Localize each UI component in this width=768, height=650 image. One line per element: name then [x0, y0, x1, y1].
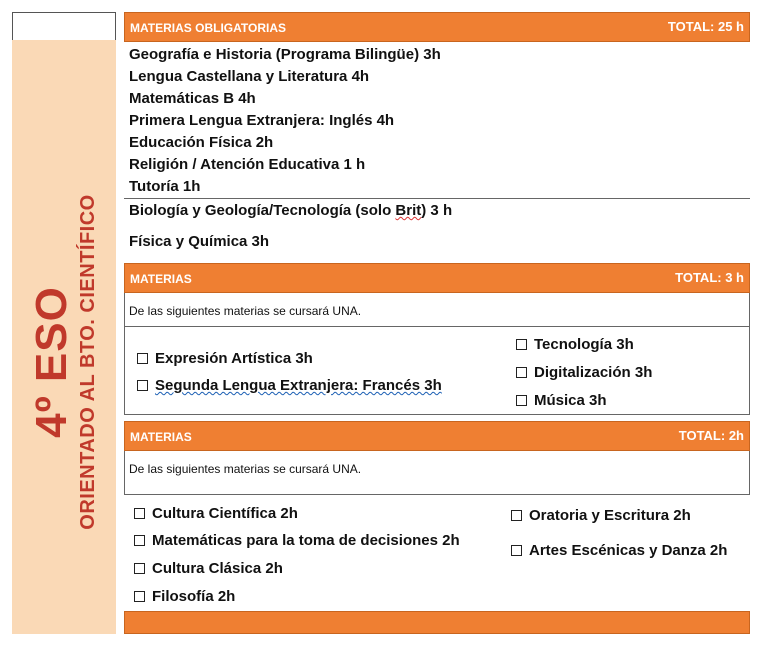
checkbox-icon[interactable]	[516, 339, 527, 350]
subject-educacion-fisica: Educación Física 2h	[129, 134, 274, 151]
subject-matematicas: Matemáticas B 4h	[129, 90, 256, 107]
checkbox-icon[interactable]	[511, 510, 522, 521]
checkbox-icon[interactable]	[511, 545, 522, 556]
elective-2-header	[124, 421, 750, 451]
checkbox-icon[interactable]	[134, 535, 145, 546]
option-filosofia[interactable]: Filosofía 2h	[134, 588, 235, 605]
course-title: 4º ESO	[27, 286, 76, 438]
option-frances[interactable]: Segunda Lengua Extranjera: Francés 3h	[137, 377, 442, 394]
border-right	[749, 293, 750, 415]
option-matematicas-decisiones[interactable]: Matemáticas para la toma de decisiones 2h	[134, 532, 460, 549]
checkbox-icon[interactable]	[134, 508, 145, 519]
elective-1-header-total: TOTAL: 3 h	[675, 270, 744, 285]
option-musica[interactable]: Música 3h	[516, 392, 607, 409]
checkbox-icon[interactable]	[137, 353, 148, 364]
checkbox-icon[interactable]	[134, 563, 145, 574]
sidebar-label	[28, 194, 100, 529]
subject-tutoria: Tutoría 1h	[129, 178, 201, 195]
divider	[124, 326, 750, 327]
divider	[124, 414, 750, 415]
border-right	[749, 451, 750, 495]
checkbox-icon[interactable]	[137, 380, 148, 391]
border-left	[124, 451, 125, 495]
course-subtitle: ORIENTADO AL BTO. CIENTÍFICO	[77, 194, 99, 530]
checkbox-icon[interactable]	[516, 367, 527, 378]
checkbox-icon[interactable]	[134, 591, 145, 602]
subject-religion: Religión / Atención Educativa 1 h	[129, 156, 366, 173]
option-tecnologia[interactable]: Tecnología 3h	[516, 336, 634, 353]
option-digitalizacion[interactable]: Digitalización 3h	[516, 364, 652, 381]
option-cultura-cientifica[interactable]: Cultura Científica 2h	[134, 505, 298, 522]
elective-2-note: De las siguientes materias se cursará UNA.	[129, 462, 362, 476]
mandatory-header-label: MATERIAS OBLIGATORIAS	[130, 21, 286, 35]
border-left	[124, 293, 125, 415]
subject-ingles: Primera Lengua Extranjera: Inglés 4h	[129, 112, 395, 129]
divider	[124, 198, 750, 199]
brit-spellcheck-word: Brit	[395, 202, 422, 219]
subject-geografia: Geografía e Historia (Programa Bilingüe) 3h	[129, 46, 441, 63]
subject-biologia-tecnologia: Biología y Geología/Tecnología (solo Brit) 3 h	[129, 202, 453, 219]
option-cultura-clasica[interactable]: Cultura Clásica 2h	[134, 560, 283, 577]
sidebar-header-cell	[12, 12, 116, 40]
divider	[124, 494, 750, 495]
elective-1-note: De las siguientes materias se cursará UNA.	[129, 304, 362, 318]
elective-1-header-label: MATERIAS	[130, 272, 192, 286]
elective-2-header-total: TOTAL: 2h	[678, 428, 744, 443]
subject-fisica-quimica: Física y Química 3h	[129, 233, 270, 250]
elective-1-header	[124, 263, 750, 293]
option-oratoria[interactable]: Oratoria y Escritura 2h	[511, 507, 691, 524]
checkbox-icon[interactable]	[516, 395, 527, 406]
mandatory-header-total: TOTAL: 25 h	[667, 19, 744, 34]
option-expresion-artistica[interactable]: Expresión Artística 3h	[137, 350, 313, 367]
subject-lengua: Lengua Castellana y Literatura 4h	[129, 68, 370, 85]
footer-bar	[124, 611, 750, 634]
mandatory-header	[124, 12, 750, 42]
option-artes-escenicas[interactable]: Artes Escénicas y Danza 2h	[511, 542, 727, 559]
elective-2-header-label: MATERIAS	[130, 430, 192, 444]
course-sidebar	[12, 40, 116, 634]
